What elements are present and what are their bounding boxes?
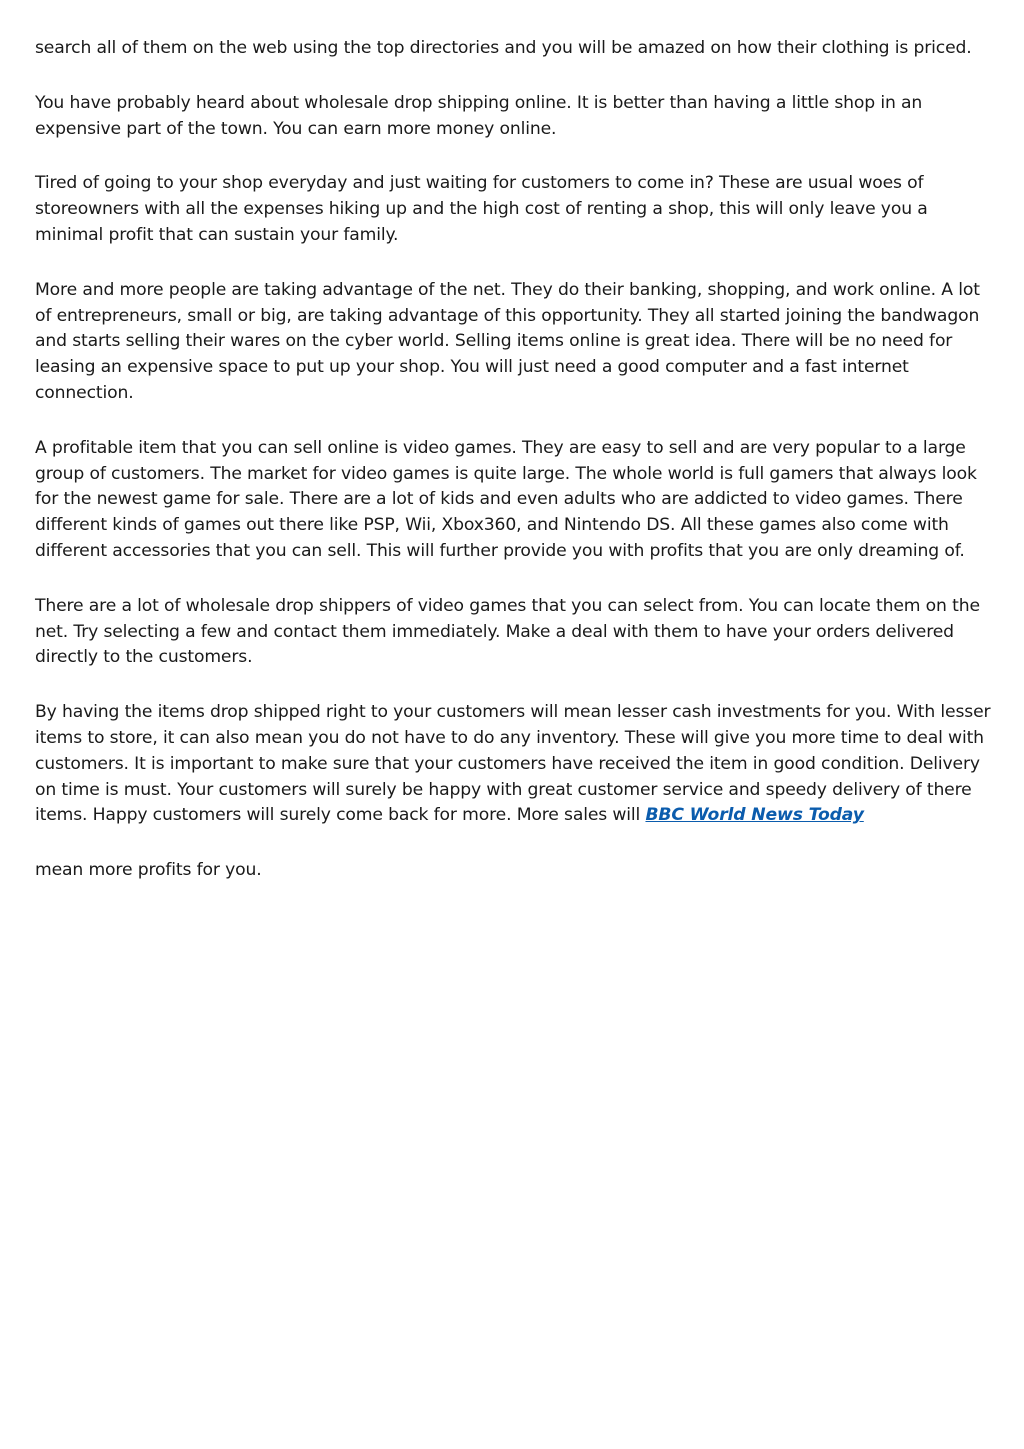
closing-paragraph: mean more profits for you. bbox=[35, 860, 262, 881]
paragraph-3: Tired of going to your shop everyday and just waiting for customers to come in? These are usual woes of storeowners with all the expenses hiking up and the high cost of renting a shop, this will only leave you a minimal profit that can sustain your family. bbox=[35, 173, 928, 245]
paragraph-4: More and more people are taking advantage of the net. They do their banking, shopping, and work online. A lot of entrepreneurs, small or big, are taking advantage of this opportunity. They all started joining the bandwagon and starts selling their wares on the cyber world. Selling items online is great idea. There will be no need for leasing an expensive space to put up your shop. You will just need a good computer and a fast internet connection. bbox=[35, 279, 980, 403]
paragraph-2: You have probably heard about wholesale drop shipping online. It is better than having a little shop in an expensive part of the town. You can earn more money online. bbox=[35, 92, 923, 139]
paragraph-5: A profitable item that you can sell online is video games. They are easy to sell and are very popular to a large group of customers. The market for video games is quite large. The whole world is full gamers that always look for the newest game for sale. There are a lot of kids and even adults who are addicted to video games. There different kinds of games out there like PSP, Wii, Xbox360, and Nintendo DS. All these games also come with different accessories that you can sell. This will further provide you with profits that you are only dreaming of. bbox=[35, 437, 977, 561]
paragraph-1: search all of them on the web using the top directories and you will be amazed on how their clothing is priced. bbox=[35, 38, 972, 58]
document-page bbox=[35, 36, 993, 913]
paragraph-6: There are a lot of wholesale drop shippers of video games that you can select from. You can locate them on the net. Try selecting a few and contact them immediately. Make a deal with them to have your orders delivered directly to the customers. bbox=[35, 595, 980, 668]
bbc-world-news-link[interactable]: BBC World News Today bbox=[645, 805, 864, 826]
paragraph-7-text: By having the items drop shipped right to your customers will mean lesser cash investments for you. With lesser items to store, it can also mean you do not have to do any inventory. These will give you more time to deal with customers. It is important to make sure that your customers have received the item in good condition. Delivery on time is must. Your customers will surely be happy with great customer service and speedy delivery of there items. Happy customers will surely come back for more. More sales will bbox=[35, 702, 991, 826]
paragraph-7 bbox=[35, 700, 993, 829]
